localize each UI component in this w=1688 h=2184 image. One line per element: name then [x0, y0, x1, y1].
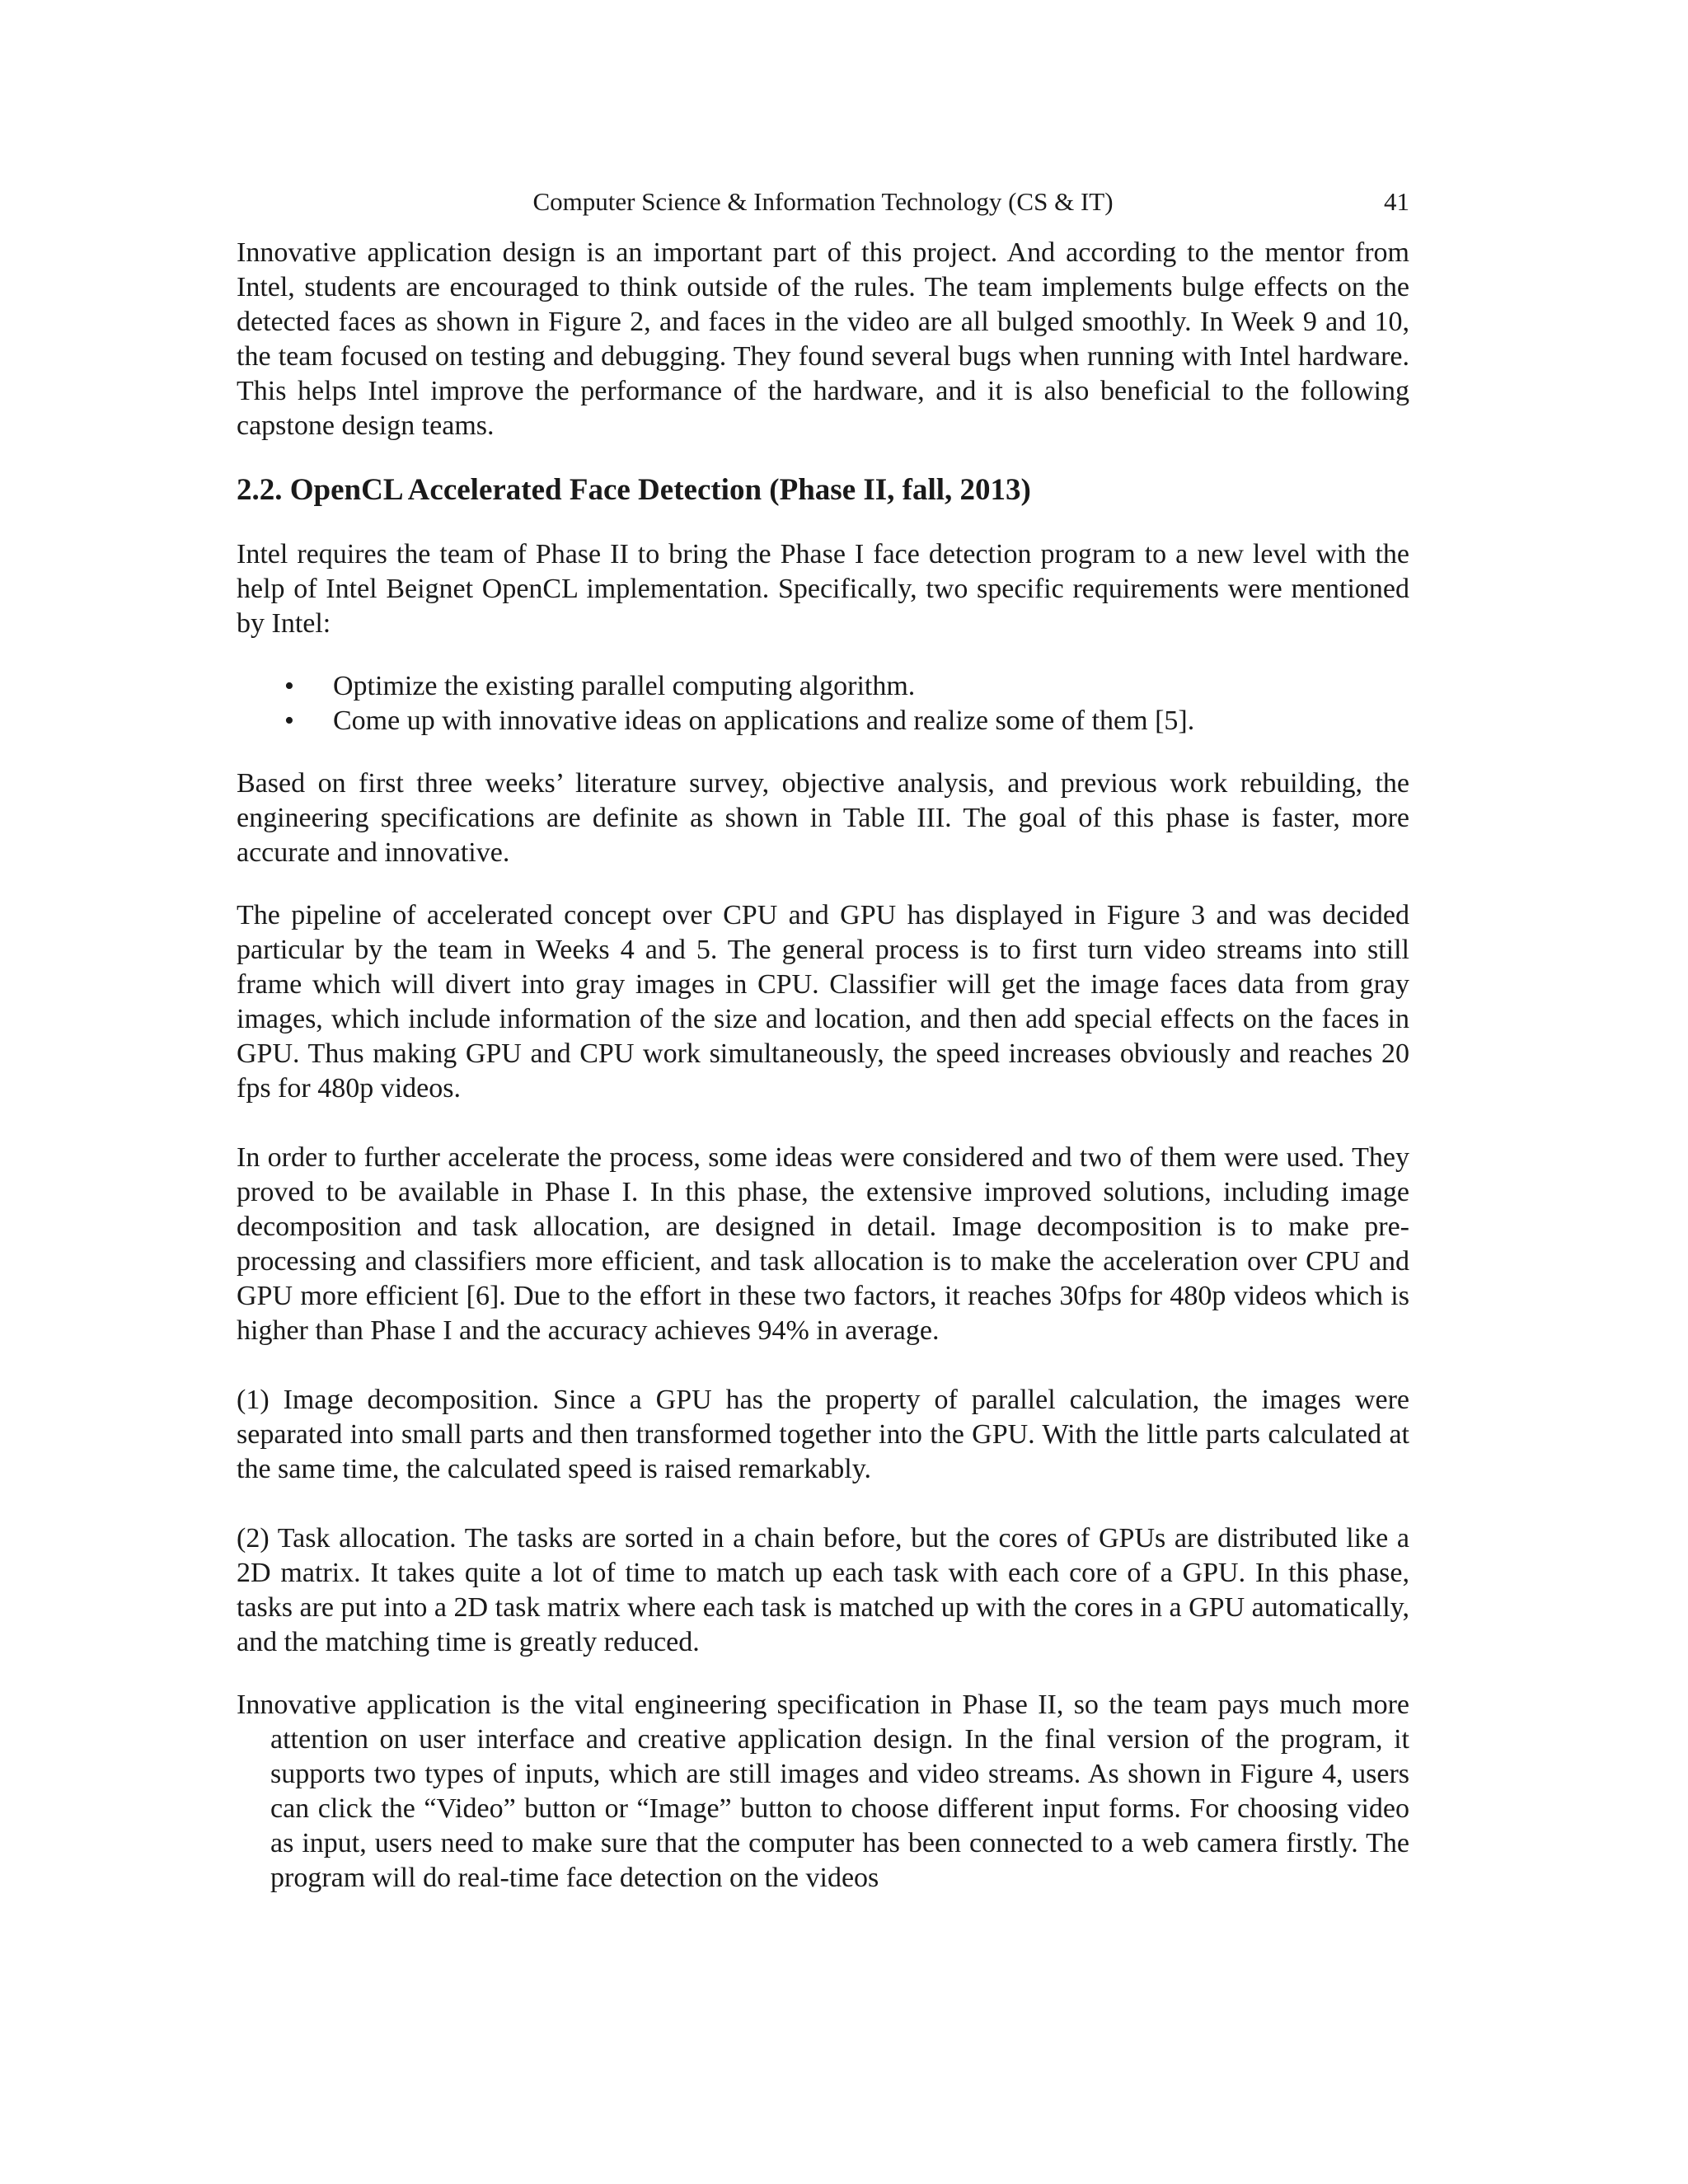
list-item [237, 669, 1409, 704]
paragraph-task-allocation: (2) Task allocation. The tasks are sorted in a chain before, but the cores of GPUs are distributed like a 2D matrix. It takes quite a lot of time to match up each task with each core of a GPU. In this phase, tasks are put into a 2D task matrix where each task is matched up with the cores in a GPU automatically, and the matching time is greatly reduced. [237, 1523, 1409, 1657]
running-header [237, 185, 1409, 218]
requirements-list [237, 669, 1409, 738]
paragraph-bulge-effects: Innovative application design is an important part of this project. And according to the mentor from Intel, students are encouraged to think outside of the rules. The team implements bulge effects on the detected faces as shown in Figure 2, and faces in the video are all bulged smoothly. In Week 9 and 10, the team focused on testing and debugging. They found several bugs when running with Intel hardware. This helps Intel improve the performance of the hardware, and it is also beneficial to the following capstone design teams. [237, 237, 1409, 441]
paragraph-innovative-application: Innovative application is the vital engineering specification in Phase II, so the team pays much more attention on user interface and creative application design. In the final version of the program, it supports two types of inputs, which are still images and video streams. As shown in Figure 4, users can click the “Video” button or “Image” button to choose different input forms. For choosing video as input, users need to make sure that the computer has been connected to a web camera firstly. The program will do real-time face detection on the videos [237, 1690, 1409, 1893]
bullet-icon: • [284, 705, 294, 736]
paragraph-image-decomposition: (1) Image decomposition. Since a GPU has the property of parallel calculation, the images were separated into small parts and then transformed together into the GPU. With the little parts calculated at the same time, the calculated speed is raised remarkably. [237, 1385, 1409, 1484]
paragraph-specifications: Based on first three weeks’ literature survey, objective analysis, and previous work rebuilding, the engineering specifications are definite as shown in Table III. The goal of this phase is faster, more accurate and innovative. [237, 768, 1409, 868]
body-text [237, 236, 1409, 1896]
journal-title: Computer Science & Information Technology (CS & IT) [532, 187, 1114, 216]
bullet-icon: • [284, 671, 294, 701]
page-number: 41 [1384, 187, 1409, 216]
list-item-text: Optimize the existing parallel computing algorithm. [333, 671, 916, 701]
list-item [237, 704, 1409, 738]
paragraph-intel-requirements: Intel requires the team of Phase II to bring the Phase I face detection program to a new level with the help of Intel Beignet OpenCL implementation. Specifically, two specific requirements were mentioned by Intel: [237, 539, 1409, 639]
paragraph-pipeline: The pipeline of accelerated concept over CPU and GPU has displayed in Figure 3 and was decided particular by the team in Weeks 4 and 5. The general process is to first turn video streams into still frame which will divert into gray images in CPU. Classifier will get the image faces data from gray images, which include information of the size and location, and then add special effects on the faces in GPU. Thus making GPU and CPU work simultaneously, the speed increases obviously and reaches 20 fps for 480p videos. [237, 900, 1409, 1104]
section-heading-2-2: 2.2. OpenCL Accelerated Face Detection (Phase II, fall, 2013) [237, 473, 1031, 507]
paragraph-acceleration: In order to further accelerate the process, some ideas were considered and two of them were used. They proved to be available in Phase I. In this phase, the extensive improved solutions, including image decomposition and task allocation, are designed in detail. Image decomposition is to make pre-processing and classifiers more efficient, and task allocation is to make the acceleration over CPU and GPU more efficient [6]. Due to the effort in these two factors, it reaches 30fps for 480p videos which is higher than Phase I and the accuracy achieves 94% in average. [237, 1142, 1409, 1346]
list-item-text: Come up with innovative ideas on applications and realize some of them [5]. [333, 705, 1195, 736]
